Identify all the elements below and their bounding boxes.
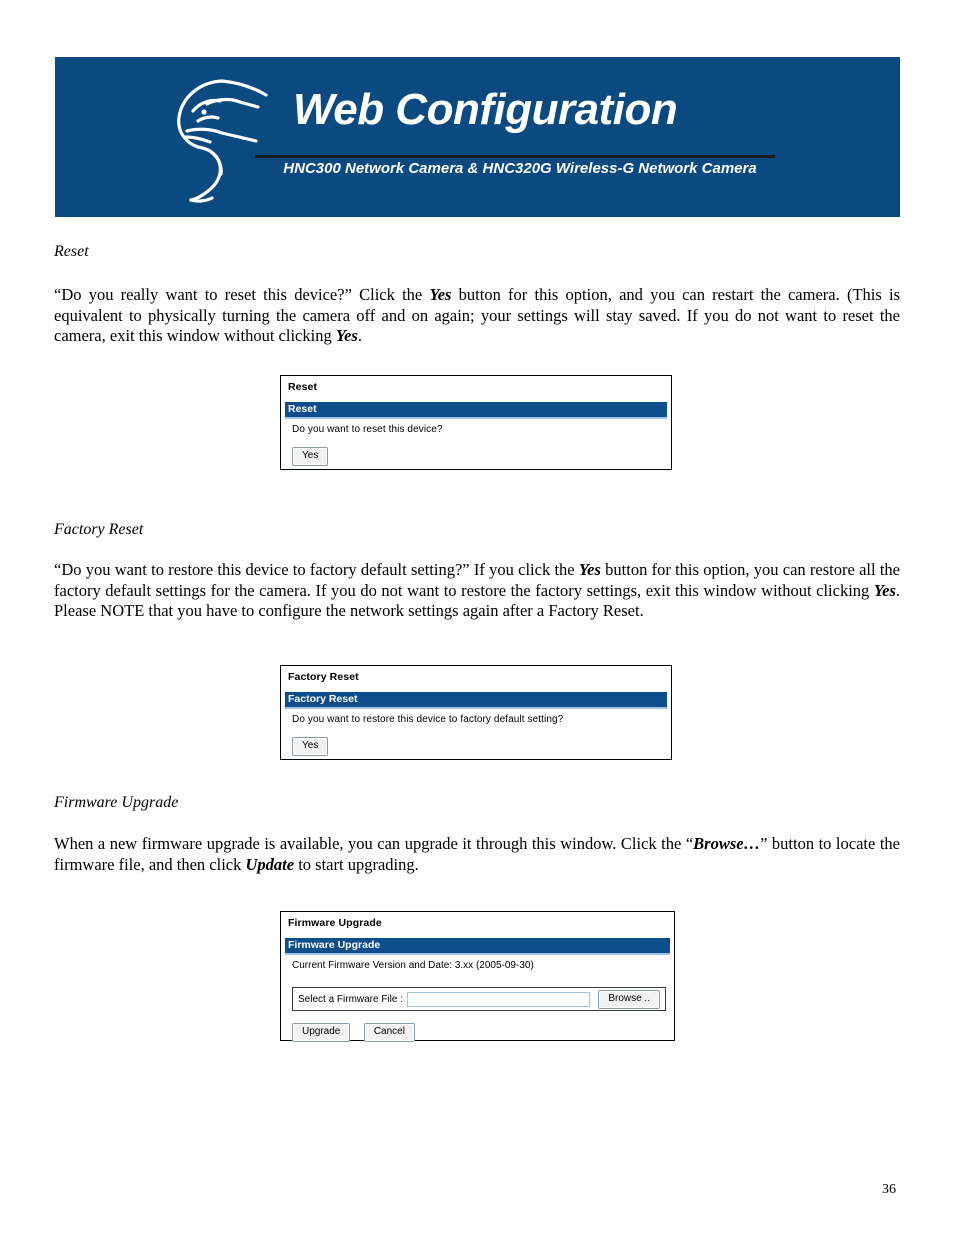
reset-dialog-header-bar: Reset [285, 402, 667, 419]
section-paragraph-factory-reset: “Do you want to restore this device to factory default setting?” If you click the Yes button for this option, you can restore all the factory default settings for the camera. If you do not want to restore the factory settings, exit this window without clicking Yes. Please NOTE that you have to configure the network settings again after a Factory Reset. [54, 560, 901, 620]
firmware-upgrade-button[interactable]: Upgrade [292, 1023, 350, 1042]
firmware-upgrade-button-row [281, 1011, 674, 1042]
section-heading-factory-reset: Factory Reset [54, 521, 144, 538]
section-paragraph-reset: “Do you really want to reset this device?” Click the Yes button for this option, and you can restart the camera. (This is equivalent to physically turning the camera off and on again; your settings will stay saved. If you do not want to reset the camera, exit this window without clicking Yes. [54, 285, 900, 345]
page-number: 36 [882, 1182, 896, 1197]
firmware-browse-button[interactable]: Browse .. [598, 990, 660, 1009]
reset-dialog-window-title: Reset [288, 381, 318, 393]
banner-subtitle: HNC300 Network Camera & HNC320G Wireless-G Network Camera [283, 160, 757, 177]
factory-reset-dialog-screenshot [280, 665, 672, 760]
section-heading-firmware-upgrade: Firmware Upgrade [54, 794, 179, 811]
firmware-file-input[interactable] [407, 992, 590, 1007]
factory-reset-dialog-header-bar: Factory Reset [285, 692, 667, 709]
factory-reset-dialog-window-title: Factory Reset [288, 671, 359, 683]
firmware-upgrade-dialog-window-title: Firmware Upgrade [288, 917, 382, 929]
firmware-version-label: Current Firmware Version and Date: 3.xx (2005-09-30) [292, 960, 534, 971]
reset-dialog-screenshot [280, 375, 672, 470]
banner-title: Web Configuration [293, 85, 678, 134]
firmware-upgrade-dialog-screenshot [280, 911, 675, 1041]
reset-yes-button[interactable]: Yes [292, 447, 328, 466]
firmware-upgrade-dialog-header-bar: Firmware Upgrade [285, 938, 670, 955]
factory-reset-dialog-button-row [281, 725, 671, 756]
factory-reset-yes-button[interactable]: Yes [292, 737, 328, 756]
section-paragraph-firmware-upgrade: When a new firmware upgrade is available, you can upgrade it through this window. Click the “Browse…” button to locate the firmware file, and then click Update to start upgrading. [54, 834, 900, 874]
firmware-file-picker-row [292, 987, 666, 1011]
page-header-banner [55, 57, 900, 217]
banner-divider [255, 155, 775, 158]
firmware-cancel-button[interactable]: Cancel [364, 1023, 415, 1042]
eagle-head-logo-icon [160, 71, 310, 206]
section-heading-reset: Reset [54, 243, 89, 260]
reset-dialog-button-row [281, 435, 671, 466]
firmware-file-label: Select a Firmware File : [298, 993, 404, 1005]
reset-dialog-message: Do you want to reset this device? [292, 424, 443, 435]
factory-reset-dialog-message: Do you want to restore this device to factory default setting? [292, 714, 564, 725]
